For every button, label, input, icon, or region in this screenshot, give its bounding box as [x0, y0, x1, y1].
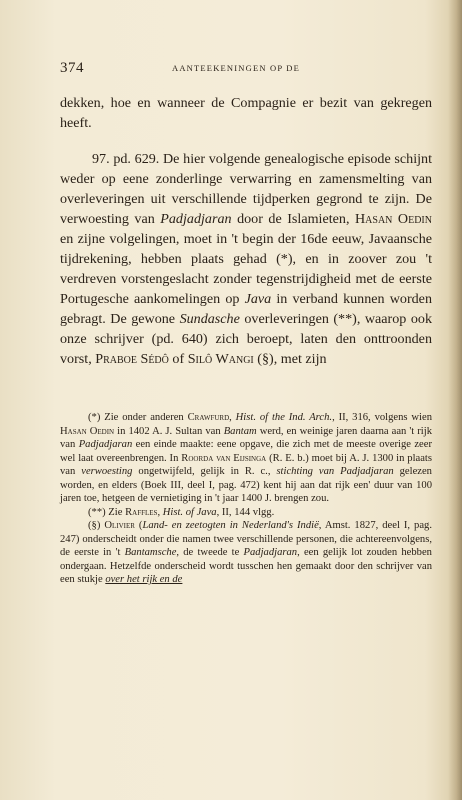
footnote-2: (**) Zie Raffles, Hist. of Java, II, 144 vlgg.	[88, 506, 275, 518]
paragraph-note-97: 97. pd. 629. De hier volgende genealogische episode schijnt weder op eene zonderlinge verwarring en zamensmelting van overleveringen uit verschillende tijdperken gegrond te zijn. De verwoesting van Padjadjaran door de Islamieten, Hasan Oedin en zijne volgelingen, moet in 't begin der 16de eeuw, Javaansche tijdrekening, hebben plaats gehad (*), en in zoover zou 't verdreven vorstengeslacht zonder tegenstrijdigheid met de eerste Portugesche aankomelingen op Java in verband kunnen worden gebragt. De gewone Sundasche overleveringen (**), waarop ook onze schrijver (pd. 640) zich beroept, laten den onttroonden vorst, Praboe Sédô of Silô Wangi (§), met zijn	[60, 151, 432, 367]
page-header	[60, 60, 430, 78]
footnote-1: (*) Zie onder anderen Crawfurd, Hist. of the Ind. Arch., II, 316, volgens wien Hasan Oedin in 1402 A. J. Sultan van Bantam werd, en weinige jaren daarna aan 't rijk van Padjadjaran een einde maakte: eene opgave, die zich met de meeste overige zeer wel laat overeenbrengen. In Roorda van Eijsinga (R. E. b.) moet bij A. J. 1300 in plaats van verwoesting ongetwijfeld, gelijk in R. c., stichting van Padjadjaran gelezen worden, en elders (Boek III, deel I, pag. 472) kent hij aan dat rijk een' duur van 100 jaren toe, hetgeen de vernietiging in 't jaar 1400 J. brengen zou.	[60, 412, 433, 504]
page-edge-shadow	[448, 0, 462, 800]
page-number: 374	[60, 60, 84, 76]
paragraph-continuation: dekken, hoe en wanneer de Compagnie er bezit van gekregen heeft.	[60, 95, 432, 131]
footnotes	[60, 411, 432, 587]
footnote-3: (§) Olivier (Land- en zeetogten in Nederland's Indië, Amst. 1827, deel I, pag. 247) onderscheidt onder die namen twee verschillende personen, die achtereenvolgens, de eerste in 't Bantamsche, de tweede te Padjadjaran, een gelijk lot zouden hebben ondergaan. Hetzelfde onderscheid wordt tusschen hen gemaakt door den schrijver van een stukje over het rijk en de	[60, 520, 432, 585]
main-text	[60, 93, 432, 369]
running-head: AANTEEKENINGEN OP DE	[172, 63, 301, 73]
